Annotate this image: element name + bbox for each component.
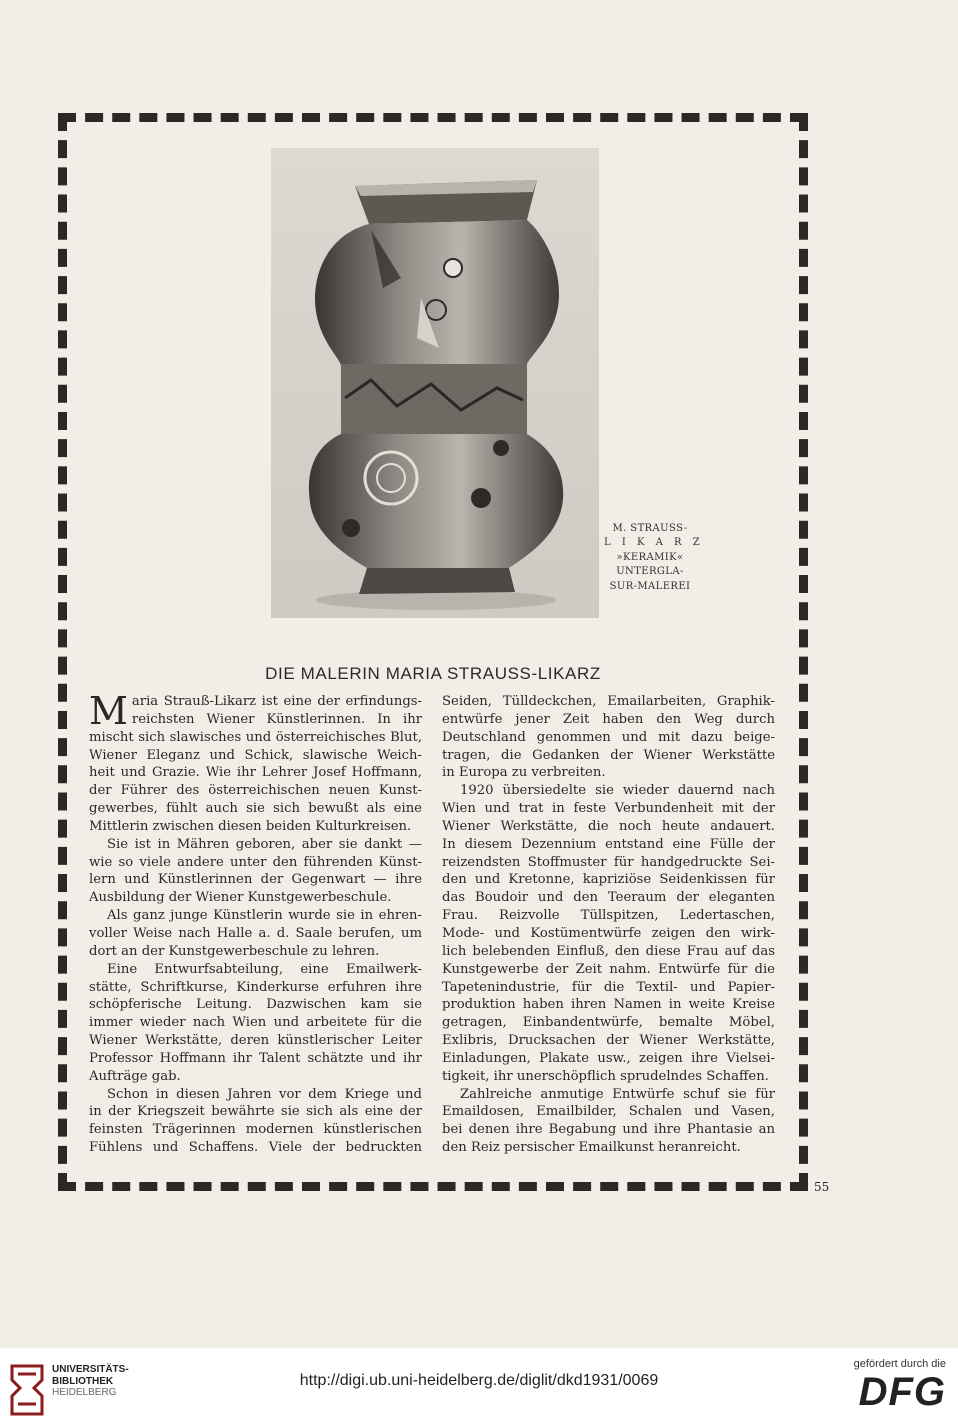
text-line: gewerbes, fühlt auch sie sich bewußt als eine bbox=[89, 801, 422, 817]
drop-cap: M bbox=[89, 689, 128, 733]
figure-caption bbox=[604, 522, 704, 594]
text-line: Als ganz junge Künstlerin wurde sie in ehren- bbox=[107, 908, 422, 924]
digitization-footer bbox=[0, 1348, 958, 1427]
text-line: reizendsten Stoffmuster für handgedruckte Sei- bbox=[442, 854, 775, 870]
text-line: Frau. Reizvolle Tüllspitzen, Ledertaschen, bbox=[442, 908, 775, 924]
library-name-line: HEIDELBERG bbox=[52, 1387, 117, 1398]
text-line: lern und Künstlerinnen der Gegenwart — ihre bbox=[89, 872, 422, 888]
article-column-right bbox=[442, 693, 775, 1157]
dfg-logo: DFG bbox=[858, 1370, 946, 1414]
article-column-left bbox=[89, 689, 422, 1157]
text-line: den Reiz persischer Emailkunst heranreicht. bbox=[442, 1140, 741, 1156]
caption-line: L I K A R Z bbox=[604, 537, 704, 549]
text-line: bei denen ihre Begabung und ihre Phantasie an bbox=[442, 1122, 775, 1138]
text-line: getragen, Einbandentwürfe, bemalte Möbel, bbox=[442, 1015, 775, 1031]
text-line: in der Kriegszeit bewährte sie sich als eine der bbox=[89, 1104, 422, 1120]
text-line: wie so viele andere unter den führenden Künst- bbox=[89, 854, 422, 870]
text-line: Fühlens und Schaffens. Viele der bedruckten bbox=[89, 1140, 422, 1156]
text-line: Wiener Werkstätte, deren künstlerischer Leiter bbox=[89, 1033, 422, 1049]
text-line: Mittlerin zwischen diesen beiden Kulturkreisen. bbox=[89, 818, 412, 834]
text-line: stätte, Schriftkurse, Kinderkurse erfuhren ihre bbox=[89, 979, 422, 995]
text-line: Eine Entwurfsabteilung, eine Emailwerk- bbox=[107, 961, 422, 977]
text-line: dort an der Kunstgewerbeschule zu lehren. bbox=[89, 943, 380, 959]
text-line: 1920 übersiedelte sie wieder dauernd nach bbox=[460, 783, 775, 799]
text-line: voller Weise nach Halle a. d. Saale berufen, um bbox=[89, 925, 422, 941]
ceramic-vase-image bbox=[271, 148, 599, 618]
text-line: Tapetenindustrie, für die Textil- und Papier- bbox=[442, 979, 775, 995]
text-line: lich belebenden Einfluß, den diese Frau auf das bbox=[442, 943, 775, 959]
university-library-logo-icon[interactable] bbox=[8, 1360, 46, 1420]
text-line: entwürfe jener Zeit haben den Weg durch bbox=[442, 711, 775, 727]
text-line: der Führer des österreichischen neuen Kunst- bbox=[89, 783, 422, 799]
text-line: reichsten Wiener Künstlerinnen. In ihr bbox=[131, 711, 422, 727]
page-number: 55 bbox=[814, 1180, 830, 1194]
source-url-link[interactable]: http://digi.ub.uni-heidelberg.de/diglit/dkd1931/0069 bbox=[299, 1372, 659, 1389]
text-line: Schon in diesen Jahren vor dem Kriege und bbox=[107, 1086, 422, 1102]
library-name-line: BIBLIOTHEK bbox=[52, 1375, 114, 1387]
text-line: Wiener Eleganz und Schick, slawische Weich- bbox=[89, 747, 422, 763]
text-line: heit und Grazie. Wie ihr Lehrer Josef Hoffmann, bbox=[89, 765, 422, 781]
funder-text: gefördert durch die bbox=[853, 1358, 946, 1370]
caption-line: M. STRAUSS- bbox=[612, 523, 688, 534]
caption-line: SUR-MALEREI bbox=[609, 580, 691, 592]
text-line: tigkeit, ihr unerschöpflich sprudelndes Schaffen. bbox=[442, 1068, 769, 1084]
text-line: Sie ist in Mähren geboren, aber sie dankt — bbox=[107, 836, 422, 852]
text-line: immer wieder nach Wien und arbeitete für die bbox=[89, 1015, 422, 1031]
text-line: Wiener Werkstätte, die noch heute andauert. bbox=[442, 818, 775, 834]
text-line: schöpferische Leitung. Dazwischen kam sie bbox=[89, 997, 422, 1013]
library-name-line: UNIVERSITÄTS- bbox=[52, 1364, 129, 1375]
text-line: aria Strauß-Likarz ist eine der erfindungs- bbox=[131, 694, 422, 709]
text-line: Wien und trat in feste Verbundenheit mit der bbox=[442, 801, 775, 817]
text-line: Zahlreiche anmutige Entwürfe schuf sie für bbox=[460, 1086, 775, 1102]
text-line: Aufträge gab. bbox=[89, 1068, 181, 1084]
vase-photograph bbox=[271, 148, 599, 618]
text-line: Emaildosen, Emailbilder, Schalen und Vasen, bbox=[442, 1104, 775, 1120]
text-line: Kunstgewerbe der Zeit nahm. Entwürfe für die bbox=[442, 961, 775, 977]
text-line: feinsten Trägerinnen modernen künstlerischen bbox=[89, 1122, 422, 1138]
text-line: Deutschland genommen und mit dazu beige- bbox=[442, 729, 775, 745]
text-line: Exlibris, Drucksachen der Wiener Werkstätte, bbox=[442, 1033, 775, 1049]
text-line: mischt sich slawisches und österreichisches Blut, bbox=[89, 729, 422, 745]
text-line: Professor Hoffmann ihr Talent schätzte und ihr bbox=[89, 1050, 422, 1066]
text-line: den und Kretonne, kapriziöse Seidenkissen für bbox=[442, 872, 775, 888]
funder-credit[interactable] bbox=[854, 1358, 946, 1414]
text-line: tragen, die Gedanken der Wiener Werkstätte bbox=[442, 747, 775, 763]
text-line: produktion haben ihren Namen in weite Kreise bbox=[442, 997, 775, 1013]
text-line: in Europa zu verbreiten. bbox=[442, 765, 606, 781]
caption-line: »KERAMIK« bbox=[616, 551, 684, 563]
text-line: Einladungen, Plakate usw., zeigen ihre Vielsei- bbox=[442, 1050, 775, 1066]
text-line: Ausbildung der Wiener Kunstgewerbeschule. bbox=[89, 890, 392, 906]
text-line: In diesem Dezennium entstand eine Fülle der bbox=[442, 836, 775, 852]
text-line: das Boudoir und den Teeraum der eleganten bbox=[442, 890, 775, 906]
text-line: Mode- und Kostümentwürfe zeigen den wirk- bbox=[442, 925, 775, 941]
article-title: DIE MALERIN MARIA STRAUSS-LIKARZ bbox=[265, 664, 601, 683]
caption-line: UNTERGLA- bbox=[616, 566, 684, 578]
text-line: Seiden, Tülldeckchen, Emailarbeiten, Graphik- bbox=[442, 694, 775, 709]
